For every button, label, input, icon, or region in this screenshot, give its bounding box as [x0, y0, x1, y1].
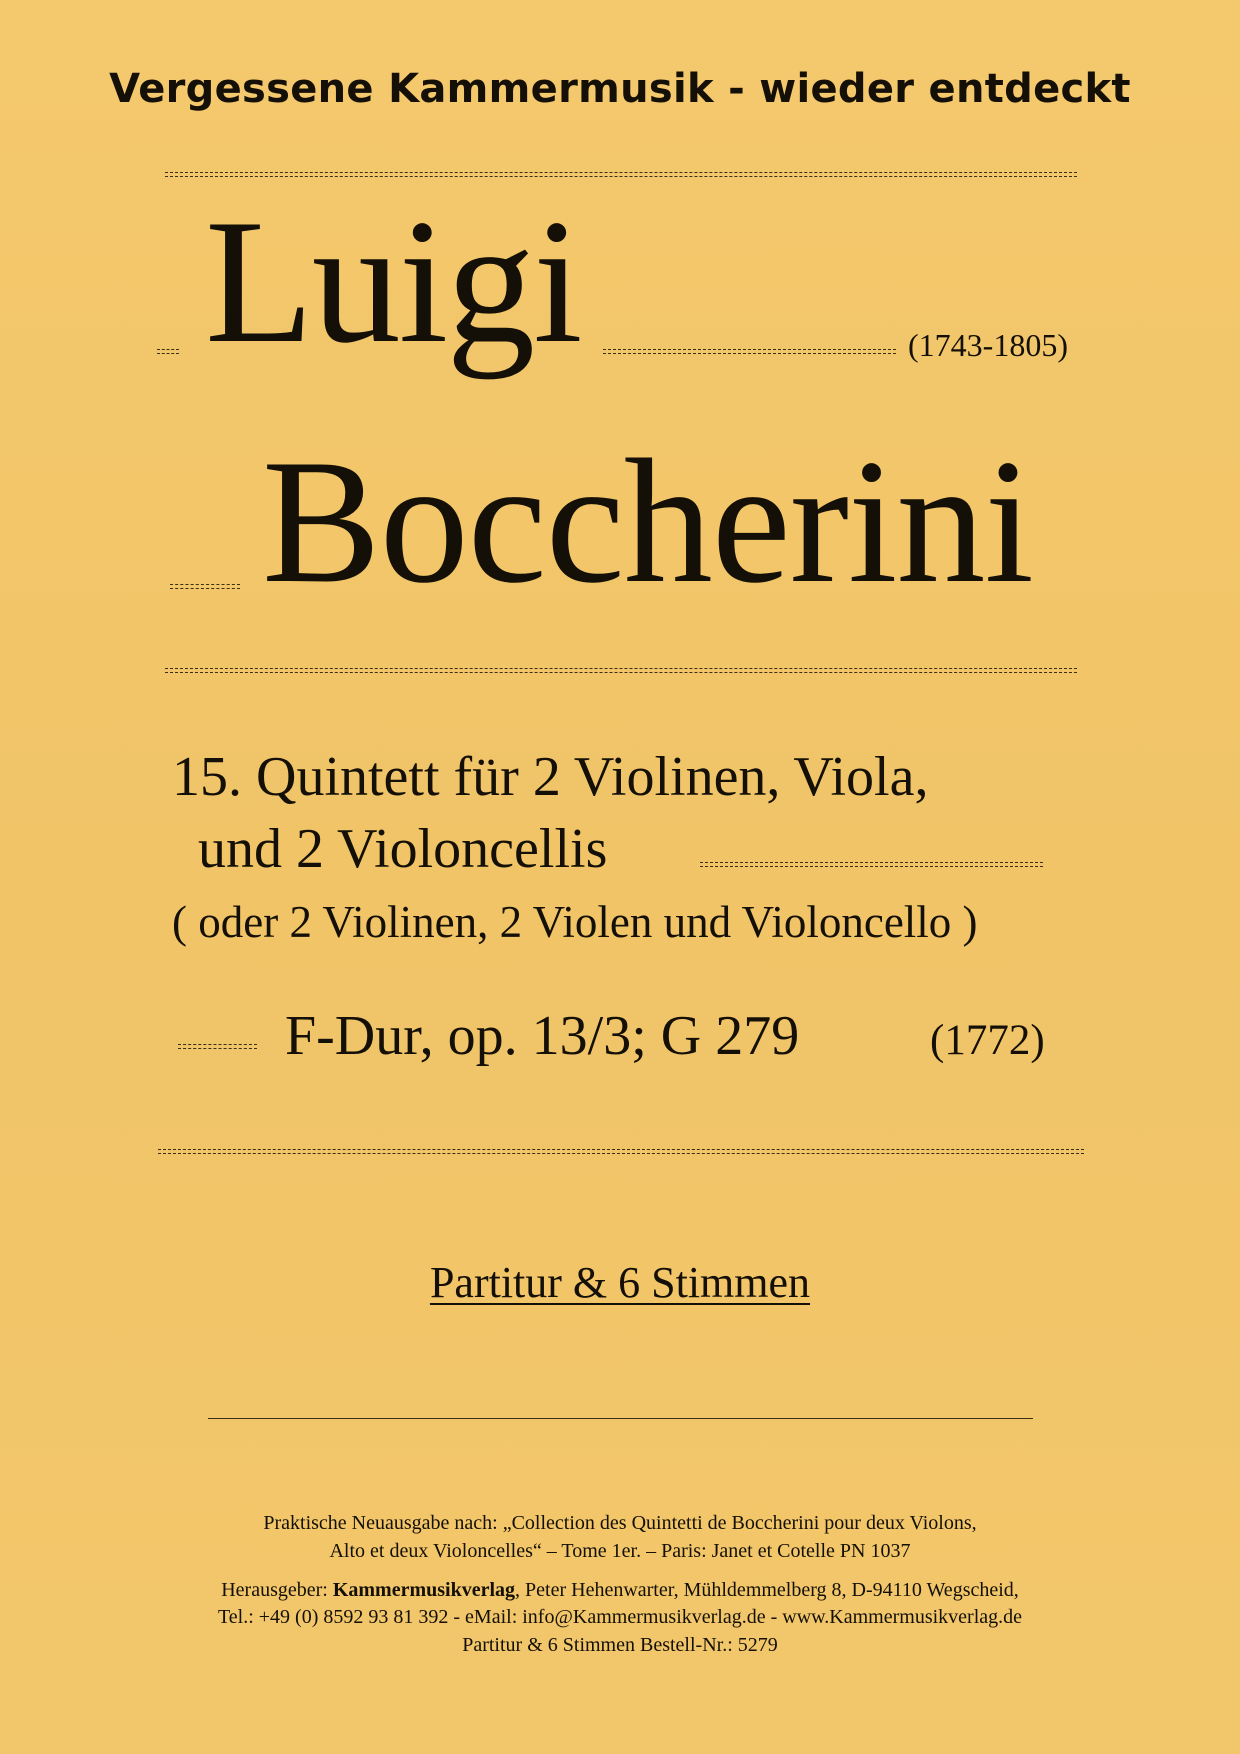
footer-source-line-2: Alto et deux Violoncelles“ – Tome 1er. – Paris: Janet et Cotelle PN 1037: [329, 1540, 911, 1562]
footer-order-line: Partitur & 6 Stimmen Bestell-Nr.: 5279: [462, 1634, 778, 1656]
first-name-trail-rule: [603, 349, 896, 354]
work-key-catalog: F-Dur, op. 13/3; G 279: [285, 1005, 800, 1067]
work-title-line-2: und 2 Violoncellis: [198, 818, 608, 880]
work-title-trail-rule: [700, 862, 1043, 867]
work-year: (1772): [930, 1017, 1045, 1064]
edition-contents: [0, 1257, 1240, 1308]
work-title-line-1: 15. Quintett für 2 Violinen, Viola,: [172, 746, 929, 808]
publisher-label: Herausgeber:: [221, 1579, 328, 1601]
composer-last-name: Boccherini: [262, 422, 1033, 620]
last-name-lead-rule: [170, 584, 240, 589]
separator-rule-top: [165, 172, 1077, 177]
footer-divider: [208, 1418, 1033, 1419]
footer-publisher-line: [0, 1579, 1240, 1602]
composer-first-name: Luigi: [205, 182, 581, 380]
separator-rule-middle: [165, 668, 1077, 673]
key-lead-rule: [178, 1044, 257, 1049]
footer-source-line-1: Praktische Neuausgabe nach: „Collection des Quintetti de Boccherini pour deux Violons,: [263, 1512, 977, 1534]
edition-contents-text: Partitur & 6 Stimmen: [429, 1258, 811, 1307]
alternative-scoring: ( oder 2 Violinen, 2 Violen und Violoncello ): [172, 897, 978, 947]
composer-life-dates: (1743-1805): [908, 327, 1068, 363]
separator-rule-bottom: [158, 1149, 1084, 1154]
publisher-address: , Peter Hehenwarter, Mühldemmelberg 8, D-94110 Wegscheid,: [515, 1579, 1019, 1601]
series-title: Vergessene Kammermusik - wieder entdeckt: [109, 66, 1131, 112]
footer-contact-line: Tel.: +49 (0) 8592 93 81 392 - eMail: info@Kammermusikverlag.de - www.Kammermusikverlag.de: [217, 1606, 1023, 1628]
publisher-name: Kammermusikverlag: [332, 1579, 516, 1601]
first-name-lead-rule: [157, 349, 179, 354]
